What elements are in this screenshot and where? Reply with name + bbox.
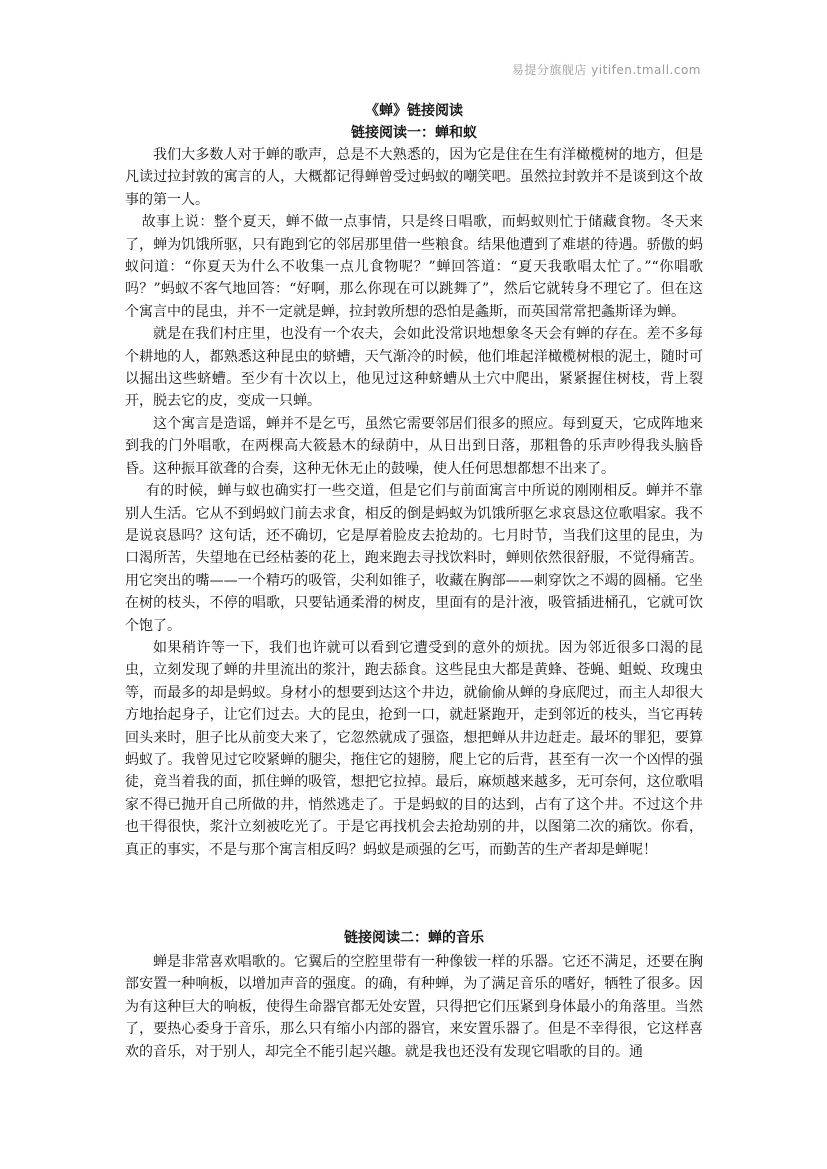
section-1-heading: 链接阅读一：蝉和蚁	[351, 125, 477, 141]
section-1-paragraph: 有的时候，蝉与蚁也确实打一些交道，但是它们与前面寓言中所说的刚刚相反。蝉并不靠别人生活。它从不到蚂蚁门前去求食，相反的倒是蚂蚁为饥饿所驱乞求哀恳这位歌唱家。我不是说哀恳吗？这句话，还不确切，它是厚着脸皮去抢劫的。七月时节，当我们这里的昆虫，为口渴所苦，失望地在已经枯萎的花上，跑来跑去寻找饮料时，蝉则依然很舒服，不觉得痛苦。用它突出的嘴——一个精巧的吸管，尖利如锥子，收藏在胸部——刺穿饮之不竭的圆桶。它坐在树的枝头，不停的唱歌，只要钻通柔滑的树皮，里面有的是汁液，吸管插进桶孔，它就可饮个饱了。	[125, 483, 703, 634]
document-body	[125, 100, 703, 1063]
section-spacer	[125, 861, 703, 927]
section-1-paragraph: 这个寓言是造谣，蝉并不是乞丐，虽然它需要邻居们很多的照应。每到夏天，它成阵地来到我的门外唱歌，在两棵高大筱悬木的绿荫中，从日出到日落，那粗鲁的乐声吵得我头脑昏昏。这种振耳欲聋的合奏，这种无休无止的鼓噪，使人任何思想都想不出来了。	[125, 415, 703, 477]
section-2-heading: 链接阅读二：蝉的音乐	[344, 930, 484, 946]
section-1-paragraph: 我们大多数人对于蝉的歌声，总是不大熟悉的，因为它是住在生有洋橄榄树的地方，但是凡读过拉封敦的寓言的人，大概都记得蝉曾受过蚂蚁的嘲笑吧。虽然拉封敦并不是谈到这个故事的第一人。	[125, 147, 703, 208]
section-1-paragraph: 故事上说：整个夏天，蝉不做一点事情，只是终日唱歌，而蚂蚁则忙于储藏食物。冬天来了，蝉为饥饿所驱，只有跑到它的邻居那里借一些粮食。结果他遭到了难堪的待遇。骄傲的蚂蚁问道：“你夏天为什么不收集一点儿食物呢？”蝉回答道：“夏天我歌唱太忙了。”“你唱歌吗？”蚂蚁不客气地回答：“好啊，那么你现在可以跳舞了”，然后它就转身不理它了。但在这个寓言中的昆虫，并不一定就是蝉，拉封敦所想的恐怕是螽斯，而英国常常把螽斯译为蝉。	[125, 214, 703, 320]
section-2-paragraph: 蝉是非常喜欢唱歌的。它翼后的空腔里带有一种像钹一样的乐器。它还不满足，还要在胸部安置一种响板，以增加声音的强度。的确，有种蝉，为了满足音乐的嗜好，牺牲了很多。因为有这种巨大的响板，使得生命器官都无处安置，只得把它们压紧到身体最小的角落里。当然了，要热心委身于音乐，那么只有缩小内部的器官，来安置乐器了。但是不幸得很，它这样喜欢的音乐，对于别人，却完全不能引起兴趣。就是我也还没有发现它唱歌的目的。通	[125, 954, 703, 1060]
page-title: 《蝉》链接阅读	[365, 103, 463, 119]
watermark: 易提分旗舰店 yitifen.tmall.com	[511, 63, 701, 77]
section-1-paragraph: 如果稍许等一下，我们也许就可以看到它遭受到的意外的烦扰。因为邻近很多口渴的昆虫，立刻发现了蝉的井里流出的浆汁，跑去舔食。这些昆虫大都是黄蜂、苍蝇、蛆蜕、玫瑰虫等，而最多的却是蚂蚁。身材小的想要到达这个井边，就偷偷从蝉的身底爬过，而主人却很大方地抬起身子，让它们过去。大的昆虫，抢到一口，就赶紧跑开，走到邻近的枝头，当它再转回头来时，胆子比从前变大来了，它忽然就成了强盗，想把蝉从井边赶走。最坏的罪犯，要算蚂蚁了。我曾见过它咬紧蝉的腿尖，拖住它的翅膀，爬上它的后背，甚至有一次一个凶悍的强徒，竟当着我的面，抓住蝉的吸管，想把它拉掉。最后，麻烦越来越多，无可奈何，这位歌唱家不得已抛开自己所做的井，悄然逃走了。于是蚂蚁的目的达到，占有了这个井。不过这个井也干得很快，浆汁立刻被吃光了。于是它再找机会去抢劫别的井，以图第二次的痛饮。你看，真正的事实，不是与那个寓言相反吗？蚂蚁是顽强的乞丐，而勤苦的生产者却是蝉呢！	[125, 639, 703, 858]
section-1-paragraph: 就是在我们村庄里，也没有一个农夫，会如此没常识地想象冬天会有蝉的存在。差不多每个耕地的人，都熟悉这种昆虫的蛴螬，天气渐冷的时候，他们堆起洋橄榄树根的泥土，随时可以掘出这些蛴螬。至少有十次以上，他见过这种蛴螬从土穴中爬出，紧紧握住树枝，背上裂开，脱去它的皮，变成一只蝉。	[125, 326, 703, 410]
